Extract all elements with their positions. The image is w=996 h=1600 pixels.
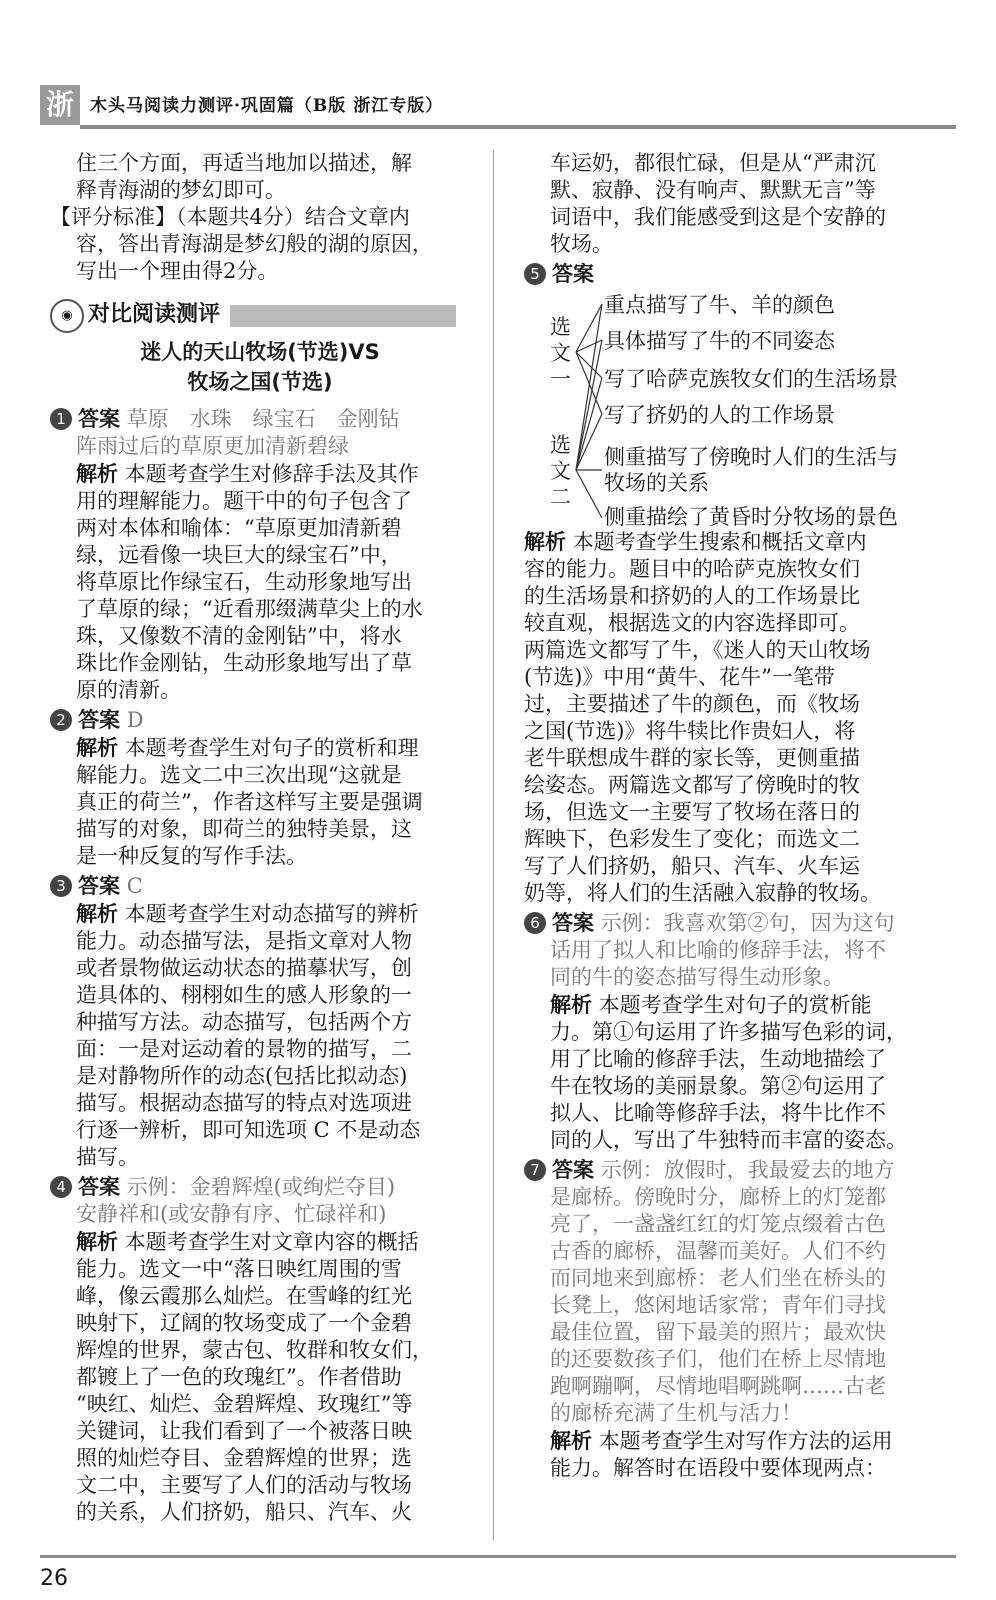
tree-branch: 写了哈萨克族牧女们的生活场景 [604,367,898,391]
question-number: 1 [50,408,72,430]
comparison-tree [524,292,954,528]
tree-branch: 重点描写了牛、羊的颜色 [604,293,835,317]
question-number: 5 [524,263,546,285]
tree-branch: 写了挤奶的人的工作场景 [604,403,835,427]
tree-root-text-2: 选文二 [550,433,571,509]
scoring-line: 容，答出青海湖是梦幻般的湖的原因， [76,232,433,256]
page-header [40,85,956,129]
answer-text: D [126,708,144,732]
answer-text: 示例：我喜欢第②句，因为这句 [600,911,895,935]
scoring-line: 写出一个理由得2分。 [76,259,279,283]
tree-branch: 具体描写了牛的不同姿态 [604,329,835,353]
question-2: 2 答案 D 解析 本题考查学生对句子的赏析和理 解能力。选文二中三次出现“这就是 真正的荷兰”，作者这样写主要是强调 描写的对象，即荷兰的独特美景，这 是一种反复的写作手法。 [50,706,470,870]
section-title: 对比阅读测评 [88,301,221,327]
question-number: 7 [524,1159,546,1181]
book-title: 木头马阅读力测评·巩固篇（B版 浙江专版） [90,96,444,116]
province-badge: 浙 [40,85,80,125]
answer-text: C [126,874,143,898]
article-title: 迷人的天山牧场(节选)VS 牧场之国(节选) [140,340,380,394]
intro-line: 住三个方面，再适当地加以描述，解 [76,151,412,175]
right-column: 车运奶，都很忙碌，但是从“严肃沉 默、寂静、没有响声、默默无言”等 词语中，我们能感受到这是个安静的 牧场。 5 答案 选文一 选文二 重点描写了牛、羊的颜色 具体描写了牛的不同姿态 写了哈萨克族牧女们的生活场景 写了挤奶的人的工作场景 侧重描写了傍晚时人们的生活与 牧场的关系 侧重描绘了黄昏时分牧场的景色 解析 本题考查学生搜索和概括文章内 容的能力。题目中的哈萨克族牧女们 的生活场景和挤奶的人的工作场景比 较直观，根据选文的内容选择即可。 两篇选文都写了牛，《迷人的天山牧场 (节选)》中用“黄牛、花牛”一笔带 过，主要描述了牛的颜色，而《牧场 之国(节选)》将牛犊比作贵妇人，将 老牛联想成牛群的家长等，更侧重描 绘姿态。两篇选文都写了傍晚时的牧 场，但选文一主要写了牧场在落日的 辉映下，色彩发生了变化；而选文二 写了人们挤奶，船只、汽车、火车运 奶等，将人们的生活融入寂静的牧场。 6 答案 示例：我喜欢第②句，因为这句 话用了拟人和比喻的修辞手法，将不 同的牛的姿态描写得生动形象。 解析 本题考查学生对句子的赏析能 力。第①句运用了许多描写色彩的词， 用了比喻的修辞手法，生动地描绘了 牛在牧场的美丽景象。第②句运用了 拟人、比喻等修辞手法，将牛比作不 同的人，写出了牛独特而丰富的姿态。 7 答案 示例：放假时，我最爱去的地方 是廊桥。傍晚时分，廊桥上的灯笼都 亮了，一盏盏红红的灯笼点缀着古色 古香的廊桥，温馨而美好。人们不约 而同地来到廊桥：老人们坐在桥头的 长凳上，悠闲地话家常；青年们寻找 最佳位置，留下最美的照片；最欢快 的还要数孩子们，他们在桥上尽情地 跑啊蹦啊，尽情地唱啊跳啊……古老 的廊桥充满了生机与活力！ 解析 本题考查学生对写作方法的运用 能力。解答时在语段中要体现两点： [524,150,954,1482]
question-number: 3 [50,875,72,897]
reading-mascot-icon: ◉ [50,299,84,333]
question-5: 5 答案 选文一 选文二 重点描写了牛、羊的颜色 具体描写了牛的不同姿态 写了哈萨克族牧女们的生活场景 写了挤奶的人的工作场景 侧重描写了傍晚时人们的生活与 牧场的关系 侧重描绘了黄昏时分牧场的景色 解析 本题考查学生搜索和概括文章内 容的能力。题目中的哈萨克族牧女们 的生活场景和挤奶的人的工作场景比 较直观，根据选文的内容选择即可。 两篇选文都写了牛，《迷人的天山牧场 (节选)》中用“黄牛、花牛”一笔带 过，主要描述了牛的颜色，而《牧场 之国(节选)》将牛犊比作贵妇人，将 老牛联想成牛群的家长等，更侧重描 绘姿态。两篇选文都写了傍晚时的牧 场，但选文一主要写了牧场在落日的 辉映下，色彩发生了变化；而选文二 写了人们挤奶，船只、汽车、火车运 奶等，将人们的生活融入寂静的牧场。 [524,260,954,907]
header-rule [80,125,956,129]
answer-text: 示例：放假时，我最爱去的地方 [600,1158,895,1182]
question-4: 4 答案 示例：金碧辉煌(或绚烂夺目) 安静祥和(或安静有序、忙碌祥和) 解析 本题考查学生对文章内容的概括 能力。选文一中“落日映红周围的雪 峰，像云霞那么灿烂。在雪峰的红光 映射下，辽阔的牧场变成了一个金碧 辉煌的世界，蒙古包、牧群和牧女们， 都镀上了一色的玫瑰红”。作者借助 “映红、灿烂、金碧辉煌、玫瑰红”等 关键词，让我们看到了一个被落日映 照的灿烂夺目、金碧辉煌的世界；选 文二中，主要写了人们的活动与牧场 的关系，人们挤奶，船只、汽车、火 [50,1173,470,1526]
tree-branch: 牧场的关系 [604,471,709,495]
question-number: 4 [50,1176,72,1198]
column-divider [493,150,494,1540]
answer-text: 安静祥和(或安静有序、忙碌祥和) [76,1202,387,1226]
left-column [50,150,470,1526]
section-bar [230,305,456,327]
question-6: 6 答案 示例：我喜欢第②句，因为这句 话用了拟人和比喻的修辞手法，将不 同的牛的姿态描写得生动形象。 解析 本题考查学生对句子的赏析能 力。第①句运用了许多描写色彩的词， 用了比喻的修辞手法，生动地描绘了 牛在牧场的美丽景象。第②句运用了 拟人、比喻等修辞手法，将牛比作不 同的人，写出了牛独特而丰富的姿态。 [524,909,954,1154]
answer-text: 草原 水珠 绿宝石 金刚钻 [126,407,400,431]
question-1: 1 答案 草原 水珠 绿宝石 金刚钻 阵雨过后的草原更加清新碧绿 解析 本题考查学生对修辞手法及其作 用的理解能力。题干中的句子包含了 两对本体和喻体：“草原更加清新碧 绿，远看像一块巨大的绿宝石”中， 将草原比作绿宝石，生动形象地写出 了草原的绿；“近看那缀满草尖上的水 珠，又像数不清的金刚钻”中，将水 珠比作金刚钻，生动形象地写出了草 原的清新。 [50,405,470,704]
section-heading [50,299,470,333]
question-number: 6 [524,912,546,934]
answer-text: 阵雨过后的草原更加清新碧绿 [76,434,349,458]
question-number: 2 [50,709,72,731]
tree-root-text-1: 选文一 [550,315,571,391]
question-3: 3 答案 C 解析 本题考查学生对动态描写的辨析 能力。动态描写法，是指文章对人物 或者景物做运动状态的描摹状写，创 造具体的、栩栩如生的感人形象的一 种描写方法。动态描写，包括两个方 面：一是对运动着的景物的描写，二 是对静物所作的动态(包括比拟动态) 描写。根据动态描写的特点对选项进 行逐一辨析，即可知选项 C 不是动态 描写。 [50,872,470,1171]
answer-text: 示例：金碧辉煌(或绚烂夺目) [126,1175,396,1199]
question-7: 7 答案 示例：放假时，我最爱去的地方 是廊桥。傍晚时分，廊桥上的灯笼都 亮了，一盏盏红红的灯笼点缀着古色 古香的廊桥，温馨而美好。人们不约 而同地来到廊桥：老人们坐在桥头的 长凳上，悠闲地话家常；青年们寻找 最佳位置，留下最美的照片；最欢快 的还要数孩子们，他们在桥上尽情地 跑啊蹦啊，尽情地唱啊跳啊……古老 的廊桥充满了生机与活力！ 解析 本题考查学生对写作方法的运用 能力。解答时在语段中要体现两点： [524,1156,954,1482]
footer-rule [40,1555,956,1558]
intro-line: 释青海湖的梦幻即可。 [76,178,286,202]
scoring-line: 【评分标准】（本题共4分）结合文章内 [50,205,410,229]
tree-branch: 侧重描绘了黄昏时分牧场的景色 [604,505,898,529]
page-number: 26 [40,1566,68,1591]
tree-branch: 侧重描写了傍晚时人们的生活与 [604,445,898,469]
